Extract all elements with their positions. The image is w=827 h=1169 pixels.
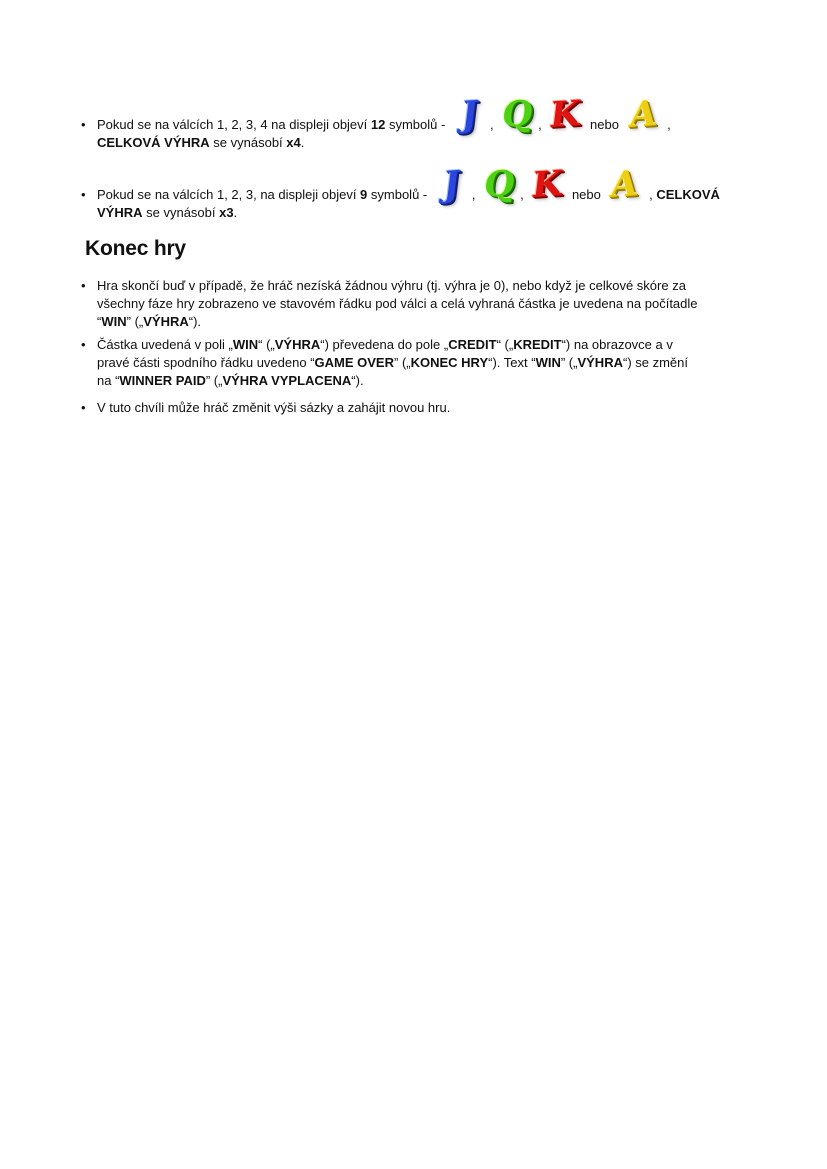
queen-symbol-icon: [497, 92, 538, 137]
text-run-bold: WIN: [232, 337, 259, 352]
text-run: se vynásobí: [142, 205, 220, 220]
text-run-bold: KONEC HRY: [410, 355, 489, 370]
text-run: .: [300, 135, 305, 150]
text-run-bold: VÝHRA: [577, 355, 623, 370]
text-run: ” („: [394, 355, 411, 370]
text-run: “: [97, 314, 102, 329]
text-run-bold: VÝHRA VYPLACENA: [222, 373, 352, 388]
text-run: symbolů -: [385, 117, 449, 132]
text-run-bold: KREDIT: [513, 337, 562, 352]
bullet-4-line-3: [97, 372, 364, 390]
king-symbol-letter: K: [531, 162, 565, 207]
text-run: nebo: [568, 187, 605, 202]
text-run: ,: [520, 187, 528, 202]
bullet-4-line-2: [97, 354, 688, 372]
ace-symbol-letter: A: [628, 93, 659, 136]
bullet-marker: •: [81, 400, 86, 415]
text-run-bold: VÝHRA: [143, 314, 189, 329]
jack-symbol-icon: [449, 93, 490, 136]
text-run: ,: [645, 187, 657, 202]
bullet-5-line-1: V tuto chvíli může hráč změnit výši sázky a zahájit novou hru.: [97, 400, 451, 415]
bullet-3-line-3: [97, 313, 201, 331]
text-run: symbolů -: [367, 187, 431, 202]
queen-symbol-icon: [479, 162, 520, 207]
text-run-bold: 9: [360, 187, 368, 202]
text-run-bold: x3: [219, 205, 234, 220]
text-run: ,: [471, 187, 480, 202]
bullet-marker: •: [81, 117, 86, 132]
ace-symbol-icon: [623, 93, 664, 136]
text-run: .: [233, 205, 238, 220]
text-run: “). Text “: [488, 355, 536, 370]
text-run: ,: [538, 117, 546, 132]
text-run-bold: VÝHRA: [97, 205, 143, 220]
bullet-1-line-1: [97, 92, 671, 137]
king-symbol-icon: [527, 162, 568, 207]
text-run-bold: CREDIT: [448, 337, 497, 352]
king-symbol-icon: [545, 92, 586, 137]
jack-symbol-letter: J: [441, 163, 462, 206]
queen-symbol-letter: Q: [482, 162, 517, 207]
text-run-bold: WIN: [101, 314, 127, 329]
text-run: “ („: [496, 337, 514, 352]
text-run-bold: VÝHRA: [274, 337, 321, 352]
bullet-marker: •: [81, 187, 86, 202]
text-run: “ („: [258, 337, 275, 352]
text-run: se vynásobí: [209, 135, 287, 150]
text-run-bold: GAME OVER: [314, 355, 394, 370]
bullet-marker: •: [81, 337, 86, 352]
text-run-bold: WINNER PAID: [119, 373, 206, 388]
text-run-bold: WIN: [535, 355, 561, 370]
text-run: Pokud se na válcích 1, 2, 3, na displeji objeví: [97, 187, 361, 202]
section-heading: Konec hry: [85, 237, 186, 260]
text-run-bold: CELKOVÁ: [656, 187, 720, 202]
queen-symbol-letter: Q: [500, 92, 535, 137]
text-run: “).: [188, 314, 202, 329]
bullet-marker: •: [81, 278, 86, 293]
bullet-4-line-1: [97, 336, 673, 354]
ace-symbol-letter: A: [609, 163, 640, 206]
text-run: ” („: [560, 355, 578, 370]
text-run-bold: CELKOVÁ VÝHRA: [97, 135, 210, 150]
text-run: ,: [489, 117, 498, 132]
jack-symbol-icon: [431, 163, 472, 206]
text-run: nebo: [586, 117, 623, 132]
bullet-2-line-1: [97, 162, 720, 207]
text-run-bold: 12: [370, 117, 386, 132]
text-run: Pokud se na válcích 1, 2, 3, 4 na displeji objeví: [97, 117, 371, 132]
bullet-1-line-2: [97, 134, 304, 152]
text-run: ” („: [126, 314, 144, 329]
bullet-2-line-2: [97, 204, 237, 222]
text-run: pravé části spodního řádku uvedeno “: [97, 355, 315, 370]
text-run: “) převedena do pole „: [320, 337, 449, 352]
bullet-3-line-2: všechny fáze hry zobrazeno ve stavovém řádku pod válci a celá vyhraná částka je uvedena na počítadle: [97, 296, 698, 311]
ace-symbol-icon: [604, 163, 645, 206]
king-symbol-letter: K: [549, 92, 583, 137]
text-run-bold: x4: [286, 135, 301, 150]
jack-symbol-letter: J: [459, 93, 480, 136]
text-run: na “: [97, 373, 120, 388]
text-run: “).: [351, 373, 364, 388]
text-run: “) se změní: [622, 355, 688, 370]
text-run: “) na obrazovce a v: [561, 337, 673, 352]
text-run: ” („: [205, 373, 223, 388]
text-run: Částka uvedená v poli „: [97, 337, 233, 352]
bullet-3-line-1: Hra skončí buď v případě, že hráč nezíská žádnou výhru (tj. výhra je 0), nebo když je celkové skóre za: [97, 278, 686, 293]
text-run: ,: [663, 117, 671, 132]
